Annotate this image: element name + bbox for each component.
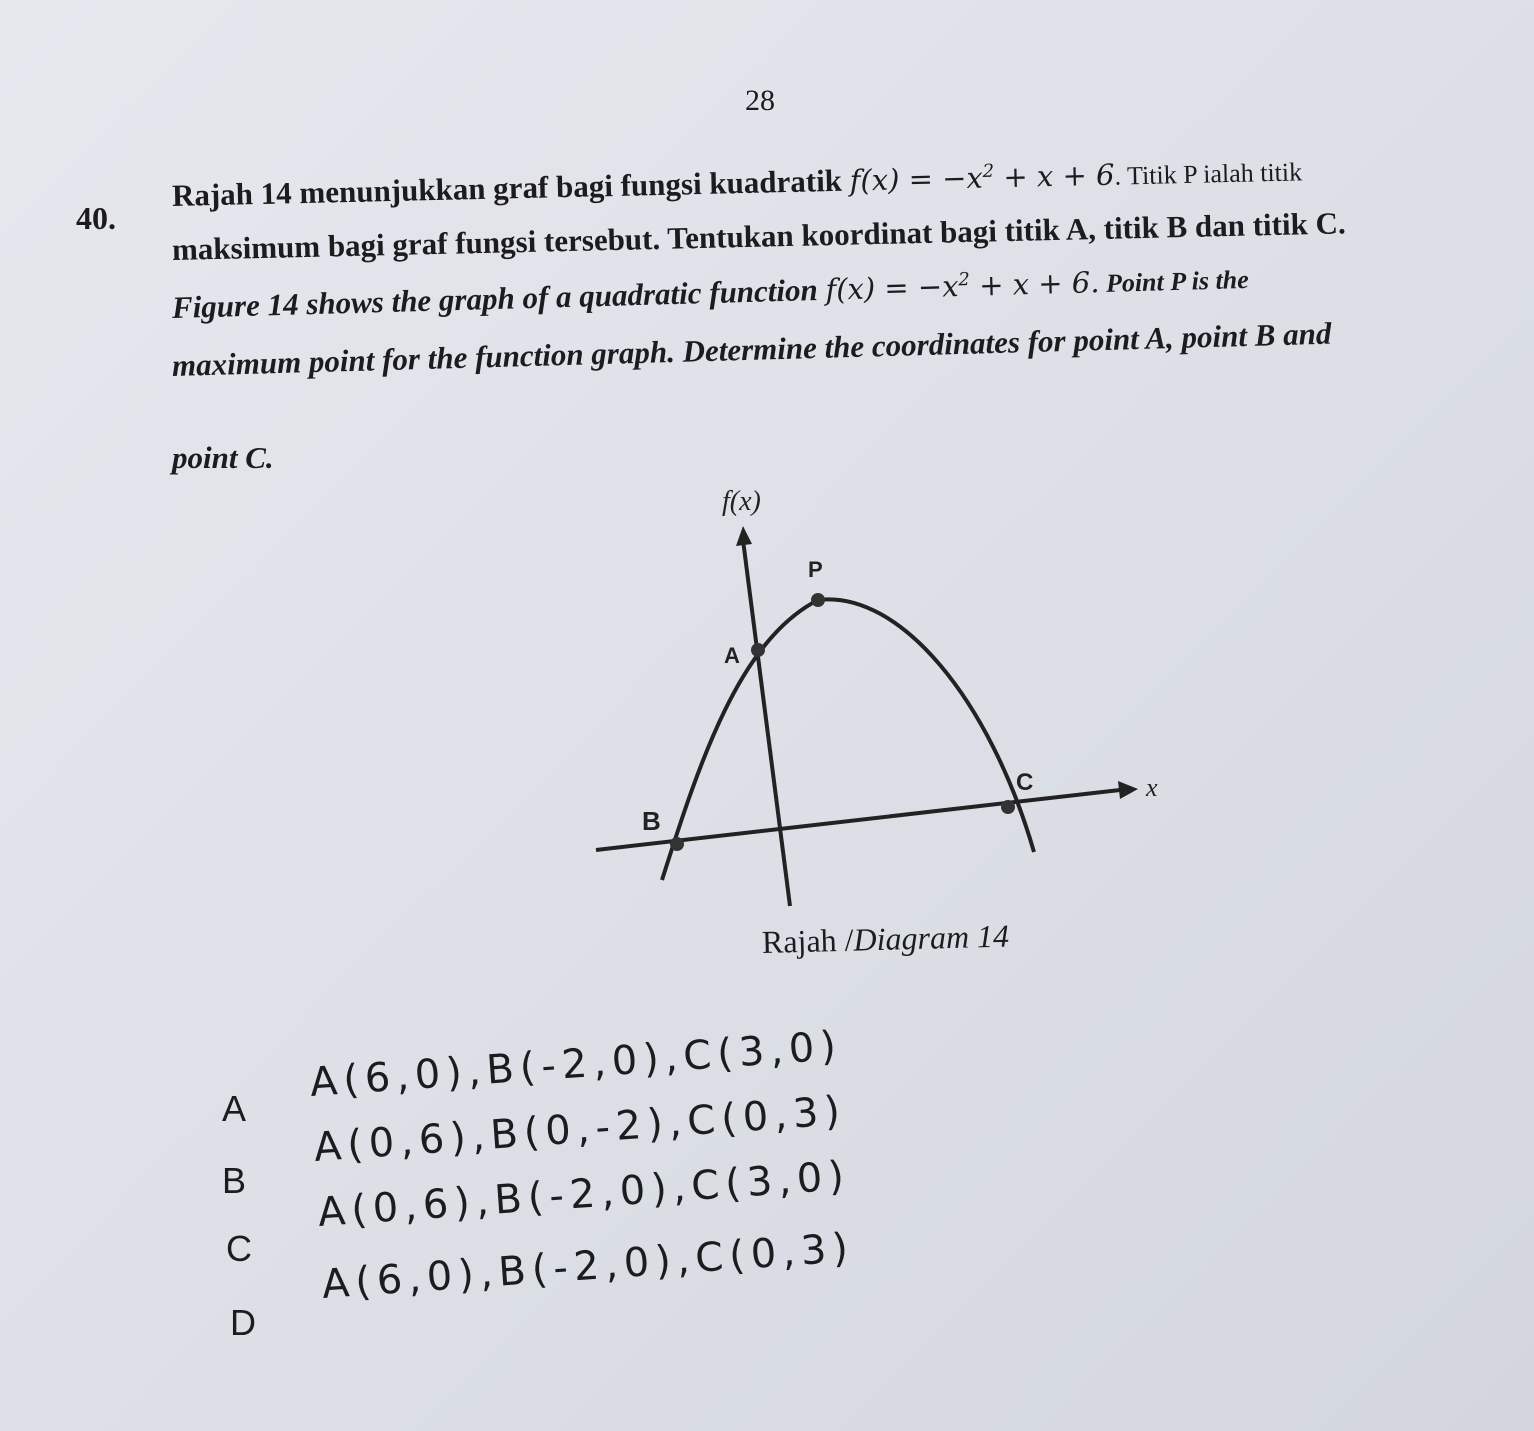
question-text-ms-tail: . Titik P ialah titik [1114,157,1303,191]
x-axis-label: x [1146,773,1158,802]
question-text-ms: Rajah 14 menunjukkan graf bagi fungsi kuadratik [171,162,843,213]
page-number: 28 [745,84,775,117]
point-b-marker [670,837,684,851]
function-expression-ms: $f(x) = -x^2 + x + 6$ [849,157,1115,198]
point-a-label: A [724,643,740,668]
option-letter: B [222,1160,247,1201]
point-a-marker [751,643,765,657]
question-text-en: Figure 14 shows the graph of a quadratic function [171,271,819,325]
option-text: A(6,0),B(-2,0),C(3,0) [308,1022,844,1106]
option-text: A(0,6),B(0,-2),C(0,3) [312,1087,848,1171]
x-axis-arrow [1118,781,1138,799]
question-line-4: maximum point for the function graph. Determine the coordinates for point A, point B and [171,315,1332,383]
option-letter: D [230,1302,256,1343]
question-number: 40. [76,200,116,236]
question-text-en-tail: Point P is the [1099,264,1250,299]
question-line-5: point C. [172,440,274,475]
option-text: A(6,0),B(-2,0),C(0,3) [320,1224,856,1308]
point-p-marker [811,593,825,607]
question-line-2: maksimum bagi graf fungsi tersebut. Tentukan koordinat bagi titik A, titik B dan titik C. [171,205,1347,267]
diagram-caption: Rajah /Diagram 14 [761,917,1010,960]
option-text: A(0,6),B(-2,0),C(3,0) [316,1152,852,1236]
point-b-label: B [642,806,661,836]
point-c-marker [1001,800,1015,814]
point-c-label: C [1016,769,1034,796]
function-expression-en: $f(x) = -x^2 + x + 6$. [824,265,1100,307]
point-p-label: P [808,557,823,582]
option-letter: A [222,1088,247,1129]
y-axis-label: f(x) [722,486,761,517]
y-axis [743,540,790,906]
y-axis-arrow [736,526,752,546]
option-letter: C [226,1228,252,1269]
